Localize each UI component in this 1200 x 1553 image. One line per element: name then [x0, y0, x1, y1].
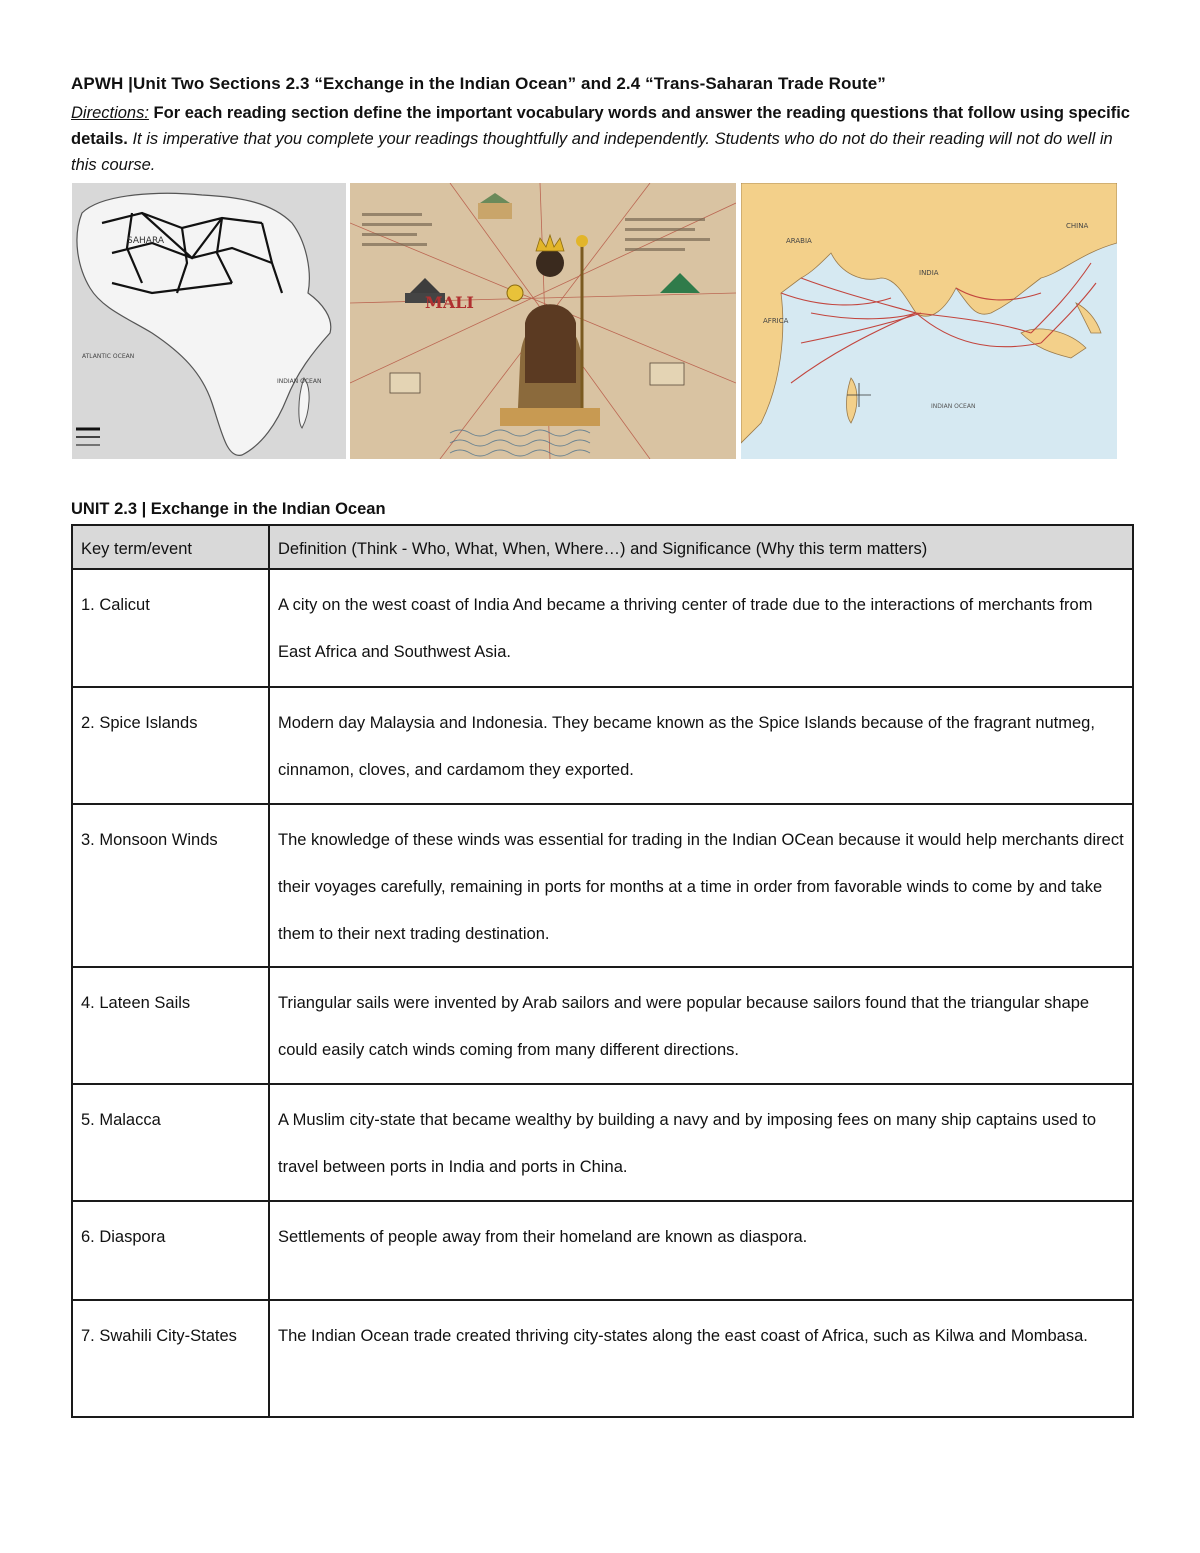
definition-cell: The knowledge of these winds was essential for trading in the Indian OCean because it would help merchants direct their voyages carefully, remaining in ports for months at a time in order from favorable winds to come by and take them to their next trading destination.	[269, 804, 1133, 967]
definition-cell: Triangular sails were invented by Arab sailors and were popular because sailors found that the triangular shape could easily catch winds coming from many different directions.	[269, 967, 1133, 1084]
table-row	[72, 1201, 1133, 1300]
ocean-map-label-indian-ocean: INDIAN OCEAN	[931, 403, 976, 410]
definition-cell: The Indian Ocean trade created thriving city-states along the east coast of Africa, such as Kilwa and Mombasa.	[269, 1300, 1133, 1417]
directions-note: It is imperative that you complete your readings thoughtfully and independently. Students who do not do their reading will not do well in this course.	[71, 130, 1113, 174]
table-row	[72, 804, 1133, 967]
column-header-definition: Definition (Think - Who, What, When, Where…) and Significance (Why this term matters)	[269, 525, 1133, 569]
column-header-term: Key term/event	[72, 525, 269, 569]
page-title: APWH |Unit Two Sections 2.3 “Exchange in the Indian Ocean” and 2.4 “Trans-Saharan Trade Route”	[71, 74, 886, 93]
table-row	[72, 1300, 1133, 1417]
definition-cell: Modern day Malaysia and Indonesia. They became known as the Spice Islands because of the fragrant nutmeg, cinnamon, cloves, and cardamom they exported.	[269, 687, 1133, 804]
unit-heading: UNIT 2.3 | Exchange in the Indian Ocean	[71, 500, 386, 518]
term-cell: 7. Swahili City-States	[72, 1300, 269, 1417]
directions-text: For each reading section define the important vocabulary words and answer the reading questions that follow using specific details.	[71, 104, 1130, 148]
table-row	[72, 569, 1133, 687]
definition-cell: Settlements of people away from their homeland are known as diaspora.	[269, 1201, 1133, 1300]
catalan-atlas-image	[350, 183, 736, 459]
table-header-row	[72, 525, 1133, 569]
definition-cell: A city on the west coast of India And became a thriving center of trade due to the interactions of merchants from East Africa and Southwest Asia.	[269, 569, 1133, 687]
catalan-label-mali: MALI	[425, 293, 474, 312]
africa-map-label-indian-ocean: INDIAN OCEAN	[277, 378, 322, 385]
term-cell: 2. Spice Islands	[72, 687, 269, 804]
term-cell: 5. Malacca	[72, 1084, 269, 1201]
africa-map-label-sahara: SAHARA	[127, 236, 165, 246]
ocean-map-label-africa: AFRICA	[763, 317, 789, 325]
table-row	[72, 1084, 1133, 1201]
table-row	[72, 687, 1133, 804]
ocean-map-label-india: INDIA	[919, 269, 939, 277]
term-cell: 1. Calicut	[72, 569, 269, 687]
vocabulary-table	[71, 524, 1134, 1418]
term-cell: 3. Monsoon Winds	[72, 804, 269, 967]
term-cell: 6. Diaspora	[72, 1201, 269, 1300]
indian-ocean-trade-map-image	[741, 183, 1117, 459]
table-row	[72, 967, 1133, 1084]
ocean-map-label-china: CHINA	[1066, 222, 1089, 230]
term-cell: 4. Lateen Sails	[72, 967, 269, 1084]
trans-saharan-map-image	[72, 183, 346, 459]
directions-label: Directions:	[71, 104, 149, 122]
directions-paragraph	[71, 100, 1131, 178]
ocean-map-label-arabia: ARABIA	[786, 237, 812, 245]
definition-cell: A Muslim city-state that became wealthy by building a navy and by imposing fees on many ship captains used to travel between ports in India and ports in China.	[269, 1084, 1133, 1201]
africa-map-label-atlantic: ATLANTIC OCEAN	[82, 353, 135, 360]
